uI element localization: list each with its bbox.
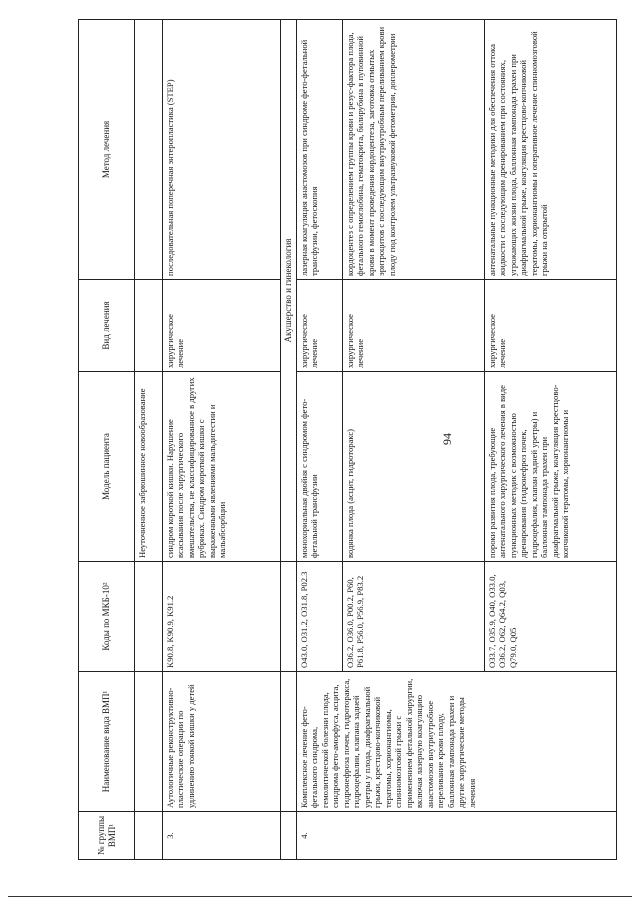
cell-no: 4. bbox=[296, 812, 616, 860]
table-row bbox=[163, 20, 281, 860]
header-vmp-name: Наименование вида ВМП¹ bbox=[79, 672, 135, 812]
cell-codes: O36.2, O36.0, P00.2, P60, P61.8, P56.0, P56.9, P83.2 bbox=[342, 562, 484, 672]
cell-codes: O33.7, O35.9, O40, O33.0, O36.2, O62, Q64.2, Q03, Q79.0, Q05 bbox=[484, 562, 616, 672]
cell-model: Неуточненное забрюшинное новообразование bbox=[135, 372, 163, 562]
section-row bbox=[281, 20, 297, 860]
cell-method: антенатальные пункционные методики для обеспечения оттока жидкости с последующим дренированием при состояниях, угрожающих жизни плода, баллонная тампонада трахеи при диафрагмальной грыже, коагуляция крестцово-копчиковой тератомы, хорионангиомы и оперативное лечение спинномозговой грыжи на открытой bbox=[484, 20, 616, 280]
cell-codes: K90.8, K90.9, K91.2 bbox=[163, 562, 281, 672]
cell-model: пороки развития плода, требующие антенатального хирургического лечения в виде пункционных методик с возможностью дренирования (гидронефроз почек, гидроцефалия, клапан задней уретры) и баллонная тампонада трахеи при диафрагмальной грыже, коагуляция крестцово-копчиковой тератомы, хорионангиомы и bbox=[484, 372, 616, 562]
cell-type: хирургическое лечение bbox=[296, 280, 342, 372]
table-row bbox=[296, 20, 342, 860]
cell-type: хирургическое лечение bbox=[484, 280, 616, 372]
bottom-rule bbox=[8, 896, 632, 897]
vmp-table bbox=[78, 19, 617, 860]
header-icd-codes: Коды по МКБ-10² bbox=[79, 562, 135, 672]
cell-method: лазерная коагуляция анастомозов при синдроме фето-фетальной трансфузии, фетоскопия bbox=[296, 20, 342, 280]
cell-model: синдром короткой кишки. Нарушение всасывания после хирургического вмешательства, не классифицированное в других рубриках. Синдром короткой кишки с выраженными явлениями мальдигестии и мальабсорбции bbox=[163, 372, 281, 562]
cell-type: хирургическое лечение bbox=[342, 280, 484, 372]
cell-no: 3. bbox=[163, 812, 281, 860]
cell-method: кордоцентез с определением группы крови и резус-фактора плода, фетального гемоглобина, гематокрита, билирубина в пуповинной крови в момент проведения кордоцентеза, заготовка отмытых эритроцитов с последующим внутриутробным переливанием крови плоду под контролем ультразвуковой фетометрии, доплерометрии bbox=[342, 20, 484, 280]
page-number: 94 bbox=[440, 433, 454, 445]
cell-codes: O43.0, O31.2, O31.8, P02.3 bbox=[296, 562, 342, 672]
section-spacer bbox=[281, 672, 297, 812]
cell-method bbox=[135, 20, 163, 280]
table-header-row bbox=[79, 20, 135, 860]
cell-model: водянка плода (асцит, гидроторакс) bbox=[342, 372, 484, 562]
cell-name: Комплексное лечение фето-фетального синдрома, гемолитической болезни плода, синдрома фето-аморфуса, асцита, гидронефроза почек, гидроторакса, гидроцефалии, клапана задней уретры у плода, диафрагмальной грыжи, крестцово-копчиковой тератомы, хорионангиомы, спинномозговой грыжи с применением фетальной хирургии, включая лазерную коагуляцию анастомозов внутриутробное переливание крови плоду, баллонная тампонада трахеи и другие хирургические методы лечения bbox=[296, 672, 616, 812]
header-treatment-type: Вид лечения bbox=[79, 280, 135, 372]
header-group-no: № группы ВМП¹ bbox=[79, 812, 135, 860]
rotated-document-table bbox=[78, 20, 618, 860]
header-patient-model: Модель пациента bbox=[79, 372, 135, 562]
cell-type: хирургическое лечение bbox=[163, 280, 281, 372]
cell-method: последовательная поперечная энтеропластика (STEP) bbox=[163, 20, 281, 280]
cell-type bbox=[135, 280, 163, 372]
cell-name: Аутологичные реконструктивно-пластические операции по удлинению тонкой кишки у детей bbox=[163, 672, 281, 812]
section-spacer bbox=[281, 562, 297, 672]
cell-name bbox=[135, 672, 163, 812]
cell-model: монохориальная двойня с синдромом фето-фетальной трансфузии bbox=[296, 372, 342, 562]
table-row bbox=[135, 20, 163, 860]
section-spacer bbox=[281, 812, 297, 860]
cell-codes bbox=[135, 562, 163, 672]
header-treatment-method: Метод лечения bbox=[79, 20, 135, 280]
section-title: Акушерство и гинекология bbox=[281, 20, 297, 562]
cell-no bbox=[135, 812, 163, 860]
